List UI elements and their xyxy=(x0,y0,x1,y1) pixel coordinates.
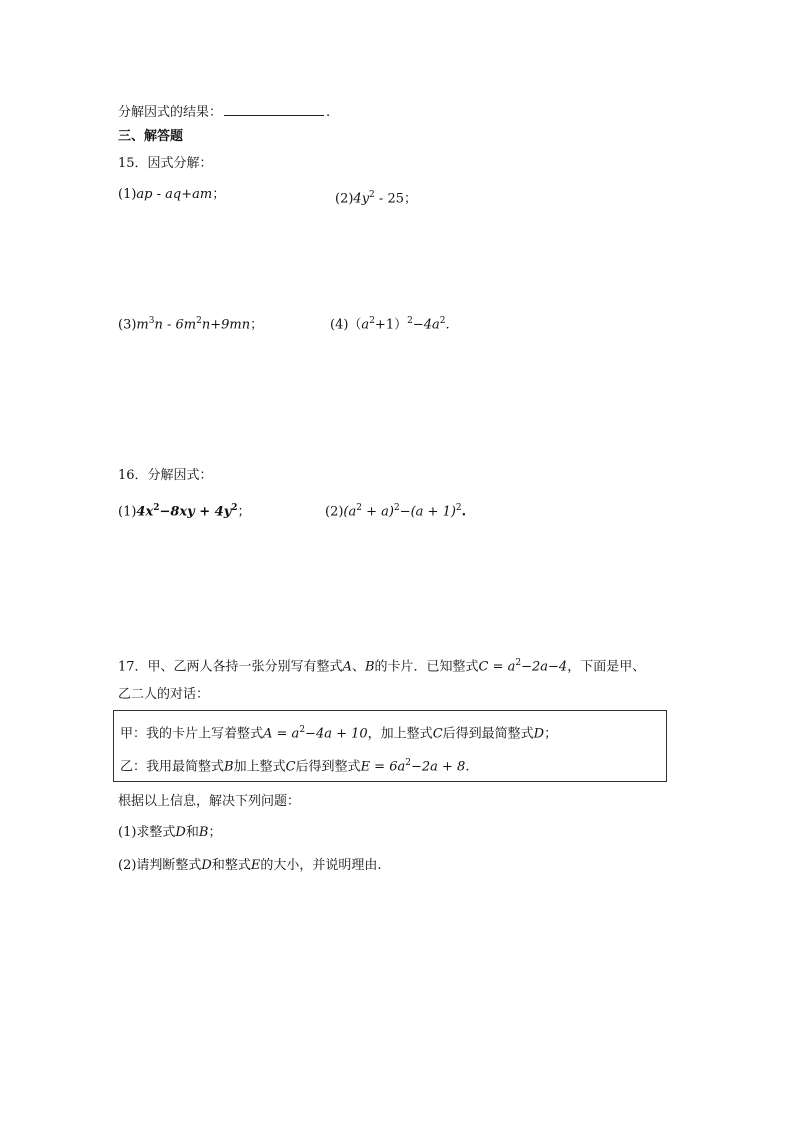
var: B xyxy=(224,759,234,775)
text: 甲：我的卡片上写着整式 xyxy=(120,726,264,742)
var: D xyxy=(201,858,212,873)
exponent: 2 xyxy=(369,316,375,326)
section-title: 三、解答题 xyxy=(118,129,184,144)
expression: 4y xyxy=(353,191,370,207)
expression: 4x xyxy=(136,504,154,520)
expression: E = 6a xyxy=(360,759,406,775)
expression: a xyxy=(361,317,370,333)
expression: −(a + 1) xyxy=(399,504,456,520)
var: D xyxy=(175,825,186,840)
expression: −2a−4 xyxy=(521,659,568,675)
exponent: 2 xyxy=(299,725,306,735)
text: ； xyxy=(208,825,222,840)
text: 加上整式 xyxy=(233,759,286,775)
expression: + a) xyxy=(361,504,394,520)
expression: ap - aq+am xyxy=(136,187,213,202)
punct: ； xyxy=(237,504,251,520)
text: . xyxy=(465,759,470,775)
exponent: 2 xyxy=(515,658,522,668)
exponent: 2 xyxy=(393,503,400,513)
part-number: (1) xyxy=(118,187,137,202)
expression: (a xyxy=(343,504,357,520)
part-number: (2) xyxy=(335,191,354,207)
exponent: 2 xyxy=(455,503,462,513)
answer-blank[interactable] xyxy=(224,103,324,116)
exponent: 3 xyxy=(148,316,155,326)
expression: −2a + 8 xyxy=(410,759,466,775)
punct: ； xyxy=(403,191,417,207)
exponent: 2 xyxy=(356,503,362,513)
part-number: (4)（ xyxy=(330,317,362,333)
expression: - 25 xyxy=(374,191,404,207)
text: 和 xyxy=(185,825,199,840)
punct: . xyxy=(445,317,450,333)
var: C xyxy=(432,726,443,742)
expression: n+9mn xyxy=(201,317,251,333)
q17-sub1 xyxy=(118,824,221,842)
q17-after: 根据以上信息，解决下列问题： xyxy=(118,794,301,809)
text: 17．甲、乙两人各持一张分别写有整式 xyxy=(118,659,343,675)
expression: m xyxy=(136,317,149,333)
q16-part1 xyxy=(118,499,251,521)
exponent: 2 xyxy=(407,316,413,326)
text: ，下面是甲、 xyxy=(567,659,646,675)
text: 的大小，并说明理由. xyxy=(260,858,382,873)
expression: C = a xyxy=(478,659,516,675)
part-number: (3) xyxy=(118,317,137,333)
expression: +1） xyxy=(374,317,408,333)
intro-line xyxy=(118,103,330,122)
dialogue-jia xyxy=(120,721,557,743)
q15-part2 xyxy=(335,186,417,208)
exponent: 2 xyxy=(405,758,411,768)
var: B xyxy=(364,659,375,675)
dialogue-yi xyxy=(120,754,469,776)
text: 、 xyxy=(351,659,365,675)
text: ，加上整式 xyxy=(367,726,433,742)
text: 和整式 xyxy=(211,858,251,873)
expression: −4a + 10 xyxy=(305,726,368,742)
var: E xyxy=(250,858,261,873)
q15-part4 xyxy=(330,312,450,334)
text: ； xyxy=(544,726,558,742)
part-number: (2) xyxy=(325,504,344,520)
var: B xyxy=(198,825,209,840)
exponent: 2 xyxy=(439,316,446,326)
text: 乙：我用最简整式 xyxy=(120,759,225,775)
expression: n - 6m xyxy=(154,317,197,333)
q15-title: 15．因式分解： xyxy=(118,156,213,171)
punct: ； xyxy=(212,187,226,202)
var: D xyxy=(533,726,545,742)
q17-sub2 xyxy=(118,857,382,875)
expression: −8xy + 4y xyxy=(159,504,232,520)
text: (2)请判断整式 xyxy=(118,858,202,873)
punct: ； xyxy=(250,317,264,333)
part-number: (1) xyxy=(118,504,137,520)
expression: A = a xyxy=(263,726,300,742)
var: C xyxy=(285,759,296,775)
q17-line2: 乙二人的对话： xyxy=(118,687,210,702)
q16-title: 16．分解因式： xyxy=(118,468,213,483)
intro-suffix: . xyxy=(326,105,331,120)
text: 的卡片．已知整式 xyxy=(374,659,479,675)
expression: −4a xyxy=(412,317,440,333)
text: (1)求整式 xyxy=(118,825,176,840)
punct: . xyxy=(461,504,467,520)
exponent: 2 xyxy=(231,503,238,513)
text: 后得到最简整式 xyxy=(442,726,534,742)
exponent: 2 xyxy=(196,316,202,326)
var: A xyxy=(342,659,352,675)
q17-line1 xyxy=(118,654,645,676)
text: 后得到整式 xyxy=(295,759,361,775)
exponent: 2 xyxy=(153,503,160,513)
q16-part2 xyxy=(325,499,466,521)
q15-part1 xyxy=(118,186,225,204)
intro-prefix: 分解因式的结果： xyxy=(118,105,223,120)
q15-part3 xyxy=(118,312,263,334)
exponent: 2 xyxy=(369,190,375,200)
